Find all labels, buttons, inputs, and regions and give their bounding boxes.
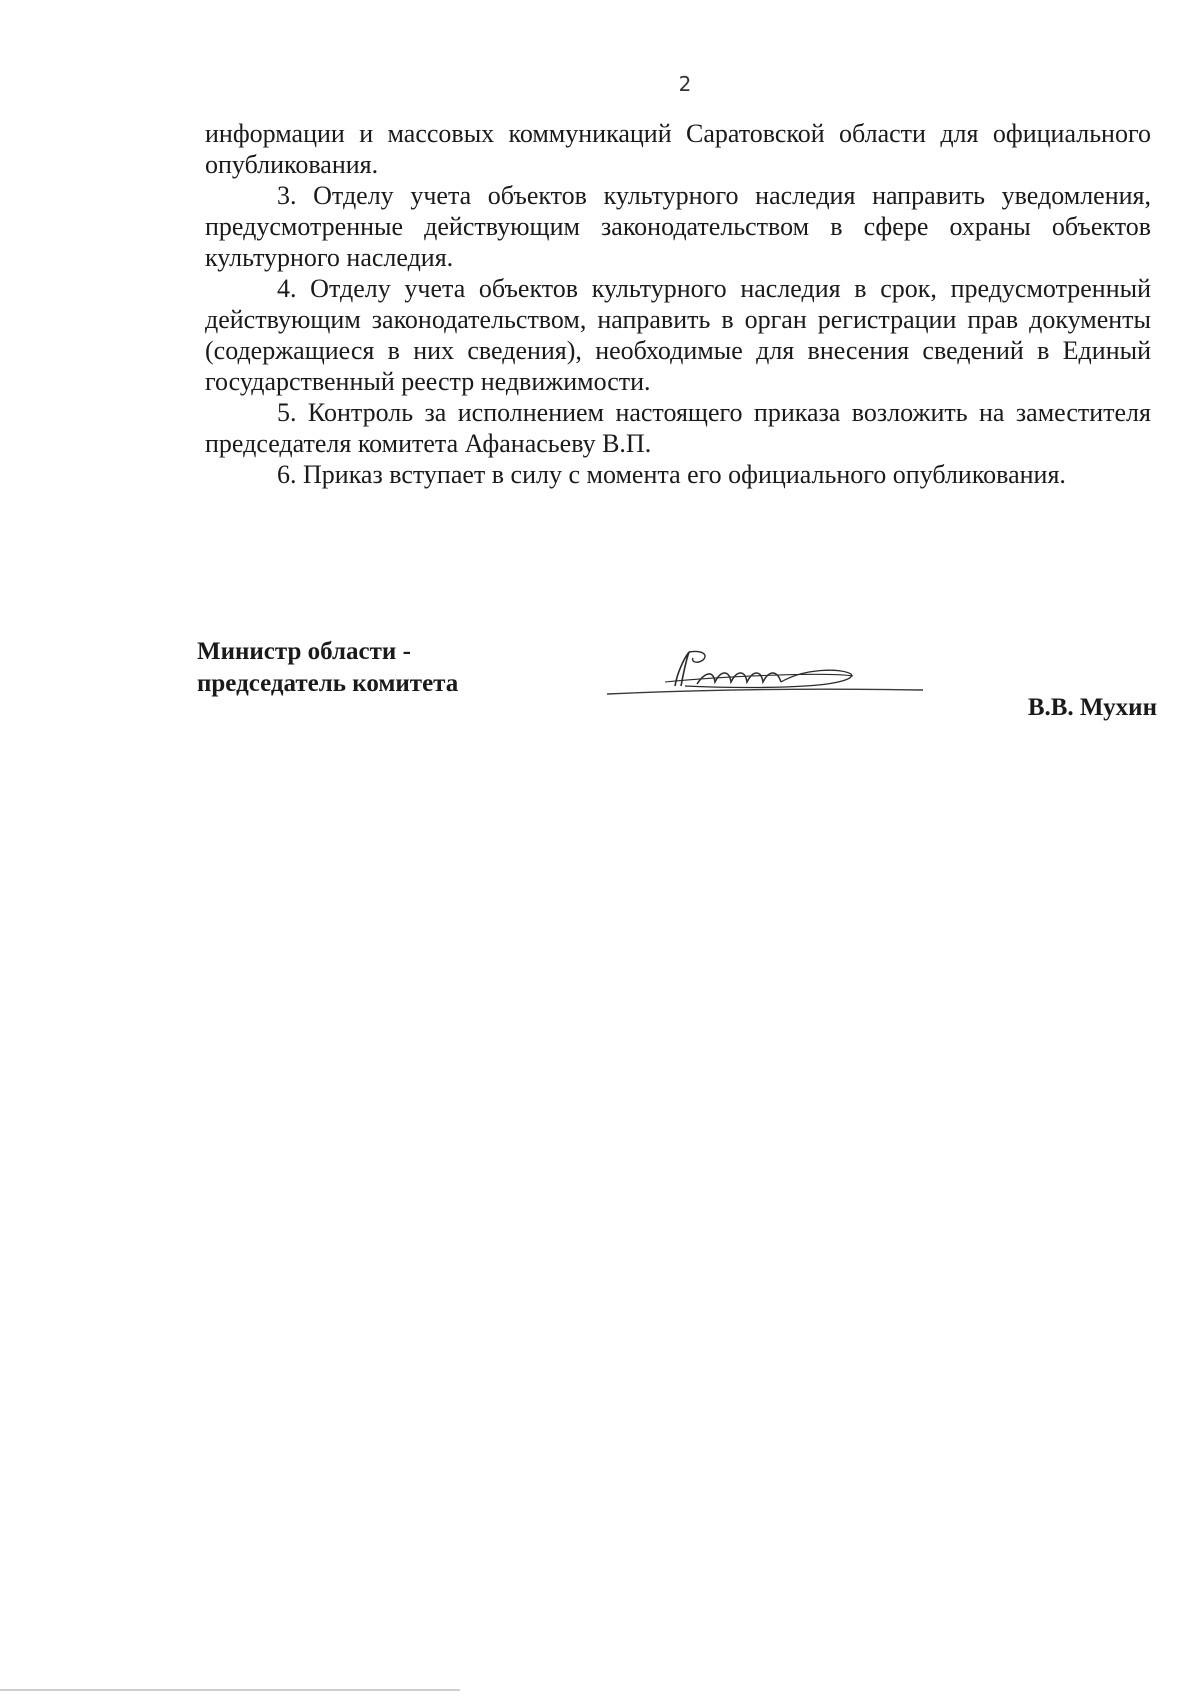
signatory-name: В.В. Мухин (1027, 694, 1157, 721)
paragraph-item-3: 3. Отделу учета объектов культурного наследия направить уведомления, предусмотренные действующим законодательством в сфере охраны объектов культурного наследия. (205, 181, 1151, 272)
signature-block (197, 636, 1157, 736)
paragraph-item-5: 5. Контроль за исполнением настоящего приказа возложить на заместителя председателя комитета Афанасьеву В.П. (205, 398, 1151, 458)
handwritten-signature (605, 646, 925, 706)
document-body (205, 118, 1151, 490)
paragraph-item-6: 6. Приказ вступает в силу с момента его официального опубликования. (277, 460, 1066, 489)
paragraph-continuation: информации и массовых коммуникаций Саратовской области для официального опубликования. (205, 119, 1151, 179)
scan-edge-line (0, 1689, 460, 1691)
signatory-title-line-1: Министр области - (197, 638, 411, 665)
signatory-title-line-2: председатель комитета (197, 670, 459, 697)
page-number: 2 (678, 72, 692, 96)
signatory-title (197, 636, 458, 700)
paragraph-item-4: 4. Отделу учета объектов культурного наследия в срок, предусмотренный действующим законодательством, направить в орган регистрации прав документы (содержащиеся в них сведения), необходимые для внесения сведений в Единый государственный реестр недвижимости. (205, 274, 1151, 396)
